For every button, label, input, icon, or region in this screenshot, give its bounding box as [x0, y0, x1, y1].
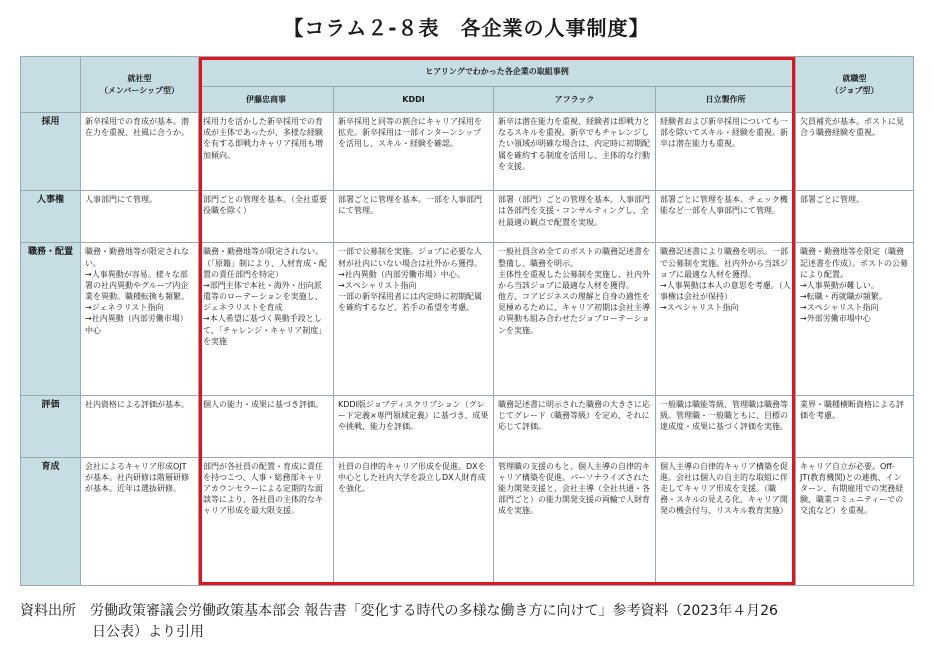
kddi-cell: 社員の自律的キャリア形成を促進。DXを中心とした社内大学を設立しDX人財育成を強化。	[334, 457, 494, 585]
hitachi-cell: 個人主導の自律的キャリア構築を促進。会社は個人の自主的な取組に伴走してキャリア形成を支援。（職務・スキルの見える化、キャリア開発の機会付与、リスキル教育実施）	[656, 457, 796, 585]
shokumu-cell: 職務・勤務地等を限定（職務記述書を作成）。ポストの公募により配置。 →人事異動が難しい。 →転職・再就職が頻繁。 →スペシャリスト指向 →外部労働市場中心	[796, 243, 914, 395]
hr-system-table	[20, 56, 914, 586]
table-row	[21, 395, 914, 457]
shuusha-cell: 人事部門にて管理。	[81, 191, 199, 243]
shokumu-cell: 部署ごとに管理。	[796, 191, 914, 243]
kddi-cell: KDDI版ジョブディスクリプション（グレード定義×専門領域定義）に基づき、成果や挑戦、能力を評価。	[334, 395, 494, 457]
category-cell: 育成	[21, 457, 81, 585]
shokumu-cell: キャリア自立が必要。Off-JT(教育機関)との連携、インターン、有期雇用での実務経験、職業コミュニティーでの交流など）を重視。	[796, 457, 914, 585]
company-aflac-header: アフラック	[494, 87, 656, 113]
shokumu-cell: 業界・職種横断資格による評価を考慮。	[796, 395, 914, 457]
page-title: 【コラム２-８表 各企業の人事制度】	[283, 16, 650, 40]
itochu-cell: 部門が各社員の配置・育成に責任を持つこつ、人事・総務部キャリアカウンセラーによる定期的な面談等により、各社員の主体的なキャリア形成を最大限支援。	[199, 457, 334, 585]
hitachi-cell: 経験者および新卒採用についても一部を除いてスキル・経験を重視。新卒は潜在能力も重視。	[656, 113, 796, 191]
itochu-cell: 採用力を活かした新卒採用での育成が主体であったが、多様な経験を有する即戦力キャリア採用も増加傾向。	[199, 113, 334, 191]
aflac-cell: 部署（部門）ごとの管理を基本。人事部門は各部門を支援・コンサルティングし、全社最適の観点で配置を実現。	[494, 191, 656, 243]
table-row	[21, 113, 914, 191]
source-line-1: 資料出所 労働政策審議会労働政策基本部会 報告書「変化する時代の多様な働き方に向けて」参考資料（2023年４月26	[20, 603, 778, 619]
hearing-header: ヒアリングでわかった各企業の取組事例	[199, 57, 796, 87]
shuusha-type-header: 就社型 （メンバーシップ型）	[81, 57, 199, 113]
company-hitachi-header: 日立製作所	[656, 87, 796, 113]
aflac-cell: 一般社員含め全てのポストの職務記述書を整備し、職務を明示。 主体性を重視した公募制を実施し、社内外から当該ジョブに最適な人材を獲得。 他方、コアビジネスの理解と自身の適性を見極めるために、キャリア初期は会社主導の異動も組み合わせたジョブローテーションを実施。	[494, 243, 656, 395]
shuusha-cell: 職務・勤務地等が限定されない。 →人事異動が容易。様々な部署の社内異動やグループ内企業を異動。職種転換も頻繁。 →ジェネラリスト指向 →社内異動（内部労働市場）中心	[81, 243, 199, 395]
category-cell: 人事権	[21, 191, 81, 243]
kddi-cell: 一部で公募制を実施。ジョブに必要な人材が社内にいない場合は社外から獲得。 →社内異動（内部労働市場）中心。 →スペシャリスト指向 一部の新卒採用者には内定時に初期配属を確約するなど、若手の希望を考慮。	[334, 243, 494, 395]
company-kddi-header: KDDI	[334, 87, 494, 113]
category-cell: 採用	[21, 113, 81, 191]
table-row	[21, 243, 914, 395]
shuusha-cell: 社内資格による評価が基本。	[81, 395, 199, 457]
company-itochu-header: 伊藤忠商事	[199, 87, 334, 113]
source-note	[20, 601, 920, 643]
hitachi-cell: 一般職は職能等級、管理職は職務等級。管理職・一般職ともに、目標の達成度・成果に基づく評価を実施。	[656, 395, 796, 457]
shuusha-cell: 新卒採用での育成が基本。潜在力を重視、社風に合うか。	[81, 113, 199, 191]
corner-cell	[21, 57, 81, 113]
itochu-cell: 職務・勤務地等が限定されない。（「原籍」制により、人材育成・配置の責任部門を特定） →部門主体で本社・海外・出向派遣等のローテーションを実施し、ジェネラリストを育成 →本人希望に基づく異動手段として、「チャレンジ・キャリア制度」を実施	[199, 243, 334, 395]
shokumu-type-header: 就職型 （ジョブ型）	[796, 57, 914, 113]
itochu-cell: 部門ごとの管理を基本。（全社重要役職を除く）	[199, 191, 334, 243]
shuusha-cell: 会社によるキャリア形成OJTが基本。社内研修は階層研修が基本。近年は選抜研修。	[81, 457, 199, 585]
itochu-cell: 個人の能力・成果に基づき評価。	[199, 395, 334, 457]
source-line-2: 日公表）より引用	[92, 624, 204, 640]
hitachi-cell: 部署ごとに管理を基本。チェック機能など一部を人事部門にて管理。	[656, 191, 796, 243]
kddi-cell: 部署ごとに管理を基本。一部を人事部門にて管理。	[334, 191, 494, 243]
kddi-cell: 新卒採用と同等の割合にキャリア採用を拡充。新卒採用は一部インターンシップを活用し、スキル・経験を確認。	[334, 113, 494, 191]
category-cell: 職務・配置	[21, 243, 81, 395]
aflac-cell: 管理職の支援のもと、個人主導の自律的キャリア構築を促進。パーソナライズされた能力開発支援と、会社主導（全社共通・各部門ごと）の能力開発支援の両輪で人財育成を実施。	[494, 457, 656, 585]
hitachi-cell: 職務記述書により職務を明示。一部で公募制を実施。社内外から当該ジョブに最適な人材を獲得。 →人事異動は本人の意思を考慮。（人事権は会社が保持） →スペシャリスト指向	[656, 243, 796, 395]
category-cell: 評価	[21, 395, 81, 457]
table-row	[21, 191, 914, 243]
table-row	[21, 457, 914, 585]
aflac-cell: 新卒は潜在能力を重視、経験者は即戦力となるスキルを重視。新卒でもチャレンジしたい領域が明確な場合は、内定時に初期配属を確約する制度を活用し、主体的な行動を支援。	[494, 113, 656, 191]
aflac-cell: 職務記述書に明示された職務の大きさに応じてグレード（職務等級）を定め、それに応じて評価。	[494, 395, 656, 457]
shokumu-cell: 欠員補充が基本。ポストに見合う職務経験を重視。	[796, 113, 914, 191]
